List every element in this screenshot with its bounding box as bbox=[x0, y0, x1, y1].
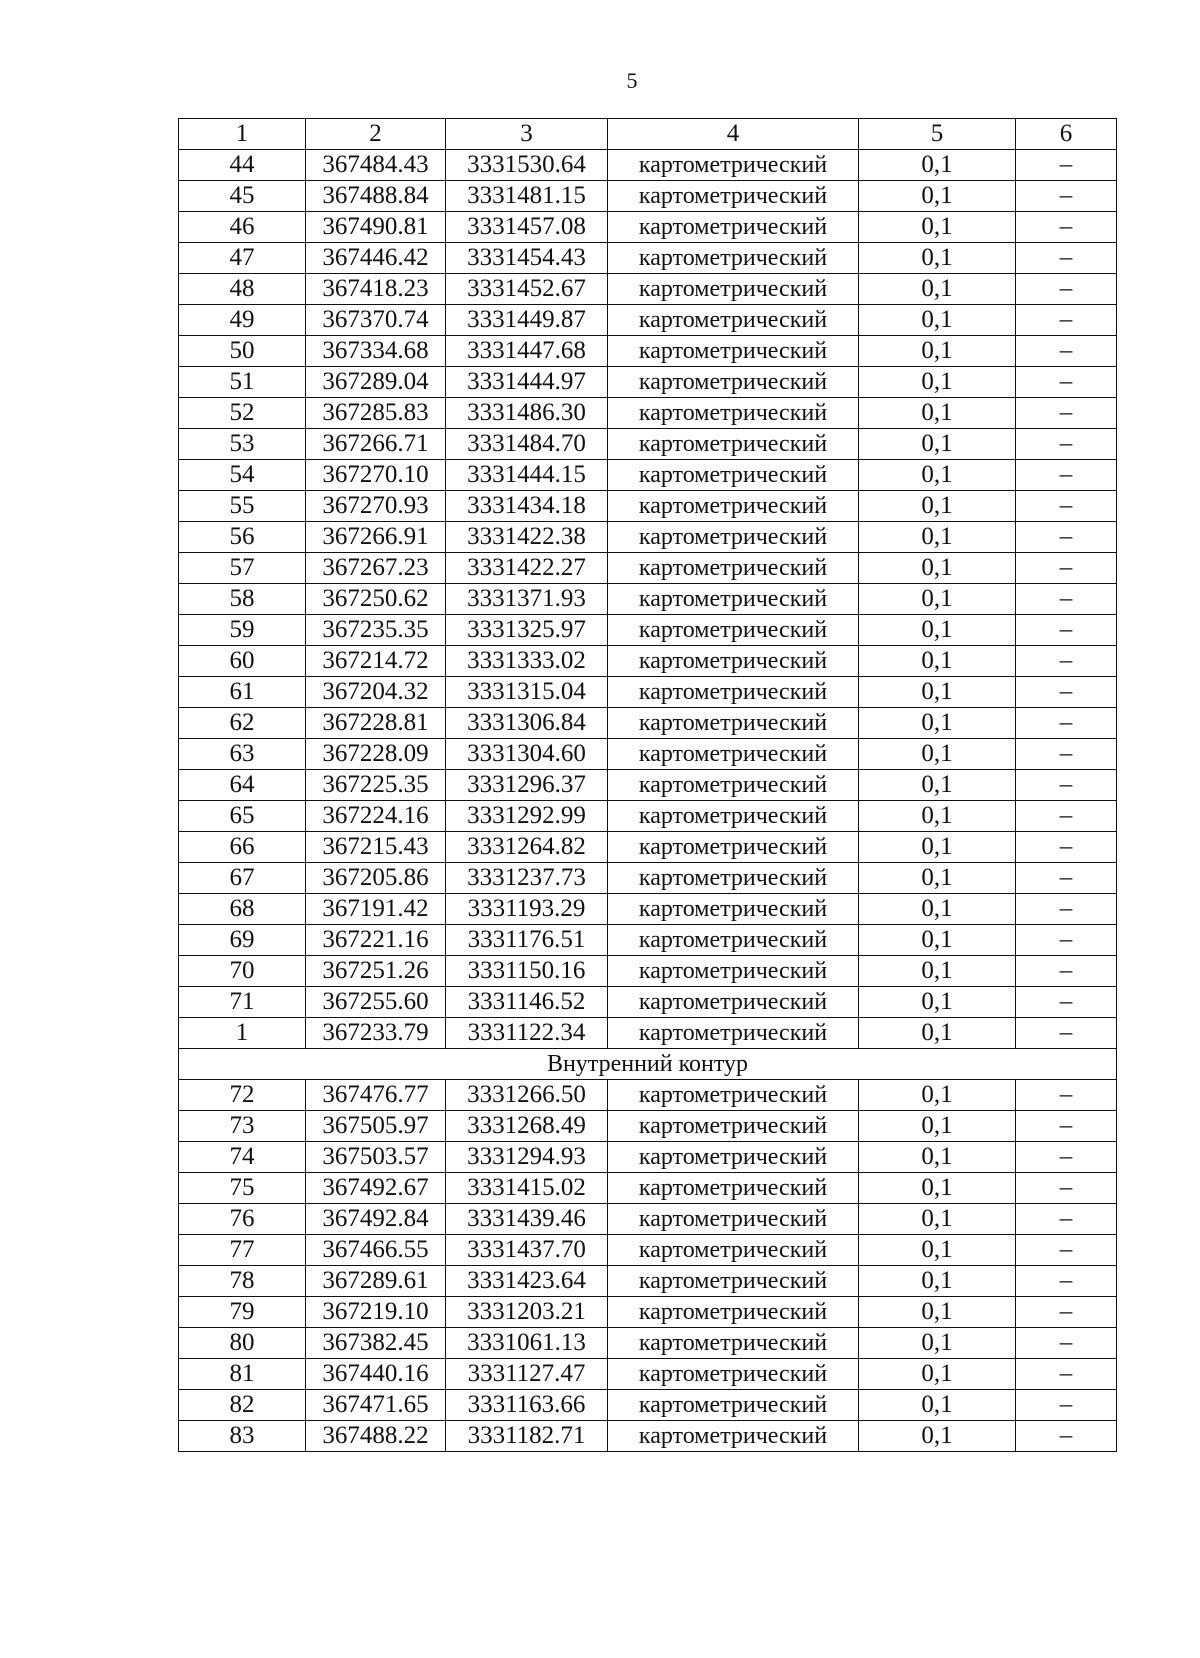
x-coordinate-cell: 367289.04 bbox=[306, 367, 446, 398]
accuracy-cell: 0,1 bbox=[859, 708, 1016, 739]
note-cell: – bbox=[1016, 1266, 1117, 1297]
method-cell: картометрический bbox=[608, 212, 859, 243]
accuracy-cell: 0,1 bbox=[859, 429, 1016, 460]
accuracy-cell: 0,1 bbox=[859, 1359, 1016, 1390]
method-cell: картометрический bbox=[608, 770, 859, 801]
point-number-cell: 59 bbox=[179, 615, 306, 646]
y-coordinate-cell: 3331444.97 bbox=[446, 367, 608, 398]
section-title: Внутренний контур bbox=[179, 1049, 1117, 1080]
y-coordinate-cell: 3331176.51 bbox=[446, 925, 608, 956]
method-cell: картометрический bbox=[608, 1297, 859, 1328]
method-cell: картометрический bbox=[608, 1142, 859, 1173]
point-number-cell: 71 bbox=[179, 987, 306, 1018]
accuracy-cell: 0,1 bbox=[859, 1390, 1016, 1421]
accuracy-cell: 0,1 bbox=[859, 832, 1016, 863]
x-coordinate-cell: 367370.74 bbox=[306, 305, 446, 336]
x-coordinate-cell: 367382.45 bbox=[306, 1328, 446, 1359]
header-cell: 3 bbox=[446, 119, 608, 150]
table-row bbox=[179, 1421, 1117, 1452]
note-cell: – bbox=[1016, 243, 1117, 274]
table-row bbox=[179, 460, 1117, 491]
accuracy-cell: 0,1 bbox=[859, 1266, 1016, 1297]
method-cell: картометрический bbox=[608, 708, 859, 739]
y-coordinate-cell: 3331481.15 bbox=[446, 181, 608, 212]
y-coordinate-cell: 3331146.52 bbox=[446, 987, 608, 1018]
point-number-cell: 1 bbox=[179, 1018, 306, 1049]
table-row bbox=[179, 770, 1117, 801]
x-coordinate-cell: 367266.71 bbox=[306, 429, 446, 460]
coordinates-table bbox=[178, 118, 1117, 1452]
point-number-cell: 74 bbox=[179, 1142, 306, 1173]
y-coordinate-cell: 3331163.66 bbox=[446, 1390, 608, 1421]
note-cell: – bbox=[1016, 398, 1117, 429]
note-cell: – bbox=[1016, 832, 1117, 863]
x-coordinate-cell: 367466.55 bbox=[306, 1235, 446, 1266]
note-cell: – bbox=[1016, 1173, 1117, 1204]
table-row bbox=[179, 1111, 1117, 1142]
point-number-cell: 63 bbox=[179, 739, 306, 770]
point-number-cell: 79 bbox=[179, 1297, 306, 1328]
table-row bbox=[179, 1018, 1117, 1049]
method-cell: картометрический bbox=[608, 1359, 859, 1390]
table-row bbox=[179, 522, 1117, 553]
note-cell: – bbox=[1016, 305, 1117, 336]
note-cell: – bbox=[1016, 1390, 1117, 1421]
table-row bbox=[179, 677, 1117, 708]
y-coordinate-cell: 3331150.16 bbox=[446, 956, 608, 987]
method-cell: картометрический bbox=[608, 1173, 859, 1204]
method-cell: картометрический bbox=[608, 1080, 859, 1111]
method-cell: картометрический bbox=[608, 832, 859, 863]
point-number-cell: 60 bbox=[179, 646, 306, 677]
header-cell: 5 bbox=[859, 119, 1016, 150]
note-cell: – bbox=[1016, 522, 1117, 553]
x-coordinate-cell: 367204.32 bbox=[306, 677, 446, 708]
table-row bbox=[179, 1173, 1117, 1204]
note-cell: – bbox=[1016, 181, 1117, 212]
y-coordinate-cell: 3331452.67 bbox=[446, 274, 608, 305]
accuracy-cell: 0,1 bbox=[859, 894, 1016, 925]
x-coordinate-cell: 367266.91 bbox=[306, 522, 446, 553]
table-row bbox=[179, 336, 1117, 367]
y-coordinate-cell: 3331304.60 bbox=[446, 739, 608, 770]
point-number-cell: 76 bbox=[179, 1204, 306, 1235]
accuracy-cell: 0,1 bbox=[859, 1111, 1016, 1142]
x-coordinate-cell: 367251.26 bbox=[306, 956, 446, 987]
method-cell: картометрический bbox=[608, 274, 859, 305]
accuracy-cell: 0,1 bbox=[859, 1204, 1016, 1235]
header-cell: 1 bbox=[179, 119, 306, 150]
note-cell: – bbox=[1016, 584, 1117, 615]
x-coordinate-cell: 367270.93 bbox=[306, 491, 446, 522]
y-coordinate-cell: 3331122.34 bbox=[446, 1018, 608, 1049]
y-coordinate-cell: 3331127.47 bbox=[446, 1359, 608, 1390]
y-coordinate-cell: 3331325.97 bbox=[446, 615, 608, 646]
point-number-cell: 51 bbox=[179, 367, 306, 398]
table-row bbox=[179, 1266, 1117, 1297]
y-coordinate-cell: 3331333.02 bbox=[446, 646, 608, 677]
section-row bbox=[179, 1049, 1117, 1080]
note-cell: – bbox=[1016, 801, 1117, 832]
point-number-cell: 53 bbox=[179, 429, 306, 460]
method-cell: картометрический bbox=[608, 646, 859, 677]
accuracy-cell: 0,1 bbox=[859, 150, 1016, 181]
note-cell: – bbox=[1016, 1328, 1117, 1359]
accuracy-cell: 0,1 bbox=[859, 1018, 1016, 1049]
note-cell: – bbox=[1016, 615, 1117, 646]
note-cell: – bbox=[1016, 1142, 1117, 1173]
note-cell: – bbox=[1016, 150, 1117, 181]
y-coordinate-cell: 3331371.93 bbox=[446, 584, 608, 615]
method-cell: картометрический bbox=[608, 522, 859, 553]
x-coordinate-cell: 367471.65 bbox=[306, 1390, 446, 1421]
accuracy-cell: 0,1 bbox=[859, 367, 1016, 398]
note-cell: – bbox=[1016, 553, 1117, 584]
note-cell: – bbox=[1016, 739, 1117, 770]
point-number-cell: 69 bbox=[179, 925, 306, 956]
y-coordinate-cell: 3331415.02 bbox=[446, 1173, 608, 1204]
accuracy-cell: 0,1 bbox=[859, 956, 1016, 987]
y-coordinate-cell: 3331437.70 bbox=[446, 1235, 608, 1266]
point-number-cell: 72 bbox=[179, 1080, 306, 1111]
method-cell: картометрический bbox=[608, 894, 859, 925]
method-cell: картометрический bbox=[608, 150, 859, 181]
point-number-cell: 56 bbox=[179, 522, 306, 553]
accuracy-cell: 0,1 bbox=[859, 801, 1016, 832]
method-cell: картометрический bbox=[608, 181, 859, 212]
x-coordinate-cell: 367334.68 bbox=[306, 336, 446, 367]
point-number-cell: 65 bbox=[179, 801, 306, 832]
x-coordinate-cell: 367505.97 bbox=[306, 1111, 446, 1142]
x-coordinate-cell: 367233.79 bbox=[306, 1018, 446, 1049]
header-cell: 6 bbox=[1016, 119, 1117, 150]
table-row bbox=[179, 429, 1117, 460]
y-coordinate-cell: 3331268.49 bbox=[446, 1111, 608, 1142]
table-body bbox=[179, 119, 1117, 1452]
table-row bbox=[179, 1204, 1117, 1235]
accuracy-cell: 0,1 bbox=[859, 987, 1016, 1018]
y-coordinate-cell: 3331422.27 bbox=[446, 553, 608, 584]
table-row bbox=[179, 305, 1117, 336]
point-number-cell: 44 bbox=[179, 150, 306, 181]
table-row bbox=[179, 367, 1117, 398]
header-cell: 4 bbox=[608, 119, 859, 150]
y-coordinate-cell: 3331203.21 bbox=[446, 1297, 608, 1328]
note-cell: – bbox=[1016, 460, 1117, 491]
table-row bbox=[179, 1235, 1117, 1266]
method-cell: картометрический bbox=[608, 336, 859, 367]
method-cell: картометрический bbox=[608, 1018, 859, 1049]
method-cell: картометрический bbox=[608, 491, 859, 522]
accuracy-cell: 0,1 bbox=[859, 739, 1016, 770]
x-coordinate-cell: 367228.81 bbox=[306, 708, 446, 739]
x-coordinate-cell: 367215.43 bbox=[306, 832, 446, 863]
accuracy-cell: 0,1 bbox=[859, 1421, 1016, 1452]
method-cell: картометрический bbox=[608, 1421, 859, 1452]
y-coordinate-cell: 3331423.64 bbox=[446, 1266, 608, 1297]
point-number-cell: 64 bbox=[179, 770, 306, 801]
page-number: 5 bbox=[626, 68, 638, 93]
y-coordinate-cell: 3331439.46 bbox=[446, 1204, 608, 1235]
method-cell: картометрический bbox=[608, 677, 859, 708]
x-coordinate-cell: 367492.67 bbox=[306, 1173, 446, 1204]
note-cell: – bbox=[1016, 1421, 1117, 1452]
x-coordinate-cell: 367255.60 bbox=[306, 987, 446, 1018]
table-row bbox=[179, 863, 1117, 894]
point-number-cell: 49 bbox=[179, 305, 306, 336]
accuracy-cell: 0,1 bbox=[859, 1328, 1016, 1359]
method-cell: картометрический bbox=[608, 615, 859, 646]
table-row bbox=[179, 1080, 1117, 1111]
point-number-cell: 50 bbox=[179, 336, 306, 367]
x-coordinate-cell: 367267.23 bbox=[306, 553, 446, 584]
y-coordinate-cell: 3331266.50 bbox=[446, 1080, 608, 1111]
point-number-cell: 55 bbox=[179, 491, 306, 522]
accuracy-cell: 0,1 bbox=[859, 615, 1016, 646]
y-coordinate-cell: 3331182.71 bbox=[446, 1421, 608, 1452]
accuracy-cell: 0,1 bbox=[859, 336, 1016, 367]
y-coordinate-cell: 3331530.64 bbox=[446, 150, 608, 181]
y-coordinate-cell: 3331449.87 bbox=[446, 305, 608, 336]
method-cell: картометрический bbox=[608, 584, 859, 615]
y-coordinate-cell: 3331484.70 bbox=[446, 429, 608, 460]
table-row bbox=[179, 956, 1117, 987]
note-cell: – bbox=[1016, 336, 1117, 367]
accuracy-cell: 0,1 bbox=[859, 212, 1016, 243]
accuracy-cell: 0,1 bbox=[859, 398, 1016, 429]
y-coordinate-cell: 3331457.08 bbox=[446, 212, 608, 243]
accuracy-cell: 0,1 bbox=[859, 1297, 1016, 1328]
note-cell: – bbox=[1016, 212, 1117, 243]
note-cell: – bbox=[1016, 274, 1117, 305]
method-cell: картометрический bbox=[608, 460, 859, 491]
y-coordinate-cell: 3331237.73 bbox=[446, 863, 608, 894]
table-row bbox=[179, 584, 1117, 615]
point-number-cell: 73 bbox=[179, 1111, 306, 1142]
accuracy-cell: 0,1 bbox=[859, 677, 1016, 708]
accuracy-cell: 0,1 bbox=[859, 522, 1016, 553]
method-cell: картометрический bbox=[608, 1235, 859, 1266]
method-cell: картометрический bbox=[608, 863, 859, 894]
y-coordinate-cell: 3331061.13 bbox=[446, 1328, 608, 1359]
note-cell: – bbox=[1016, 491, 1117, 522]
accuracy-cell: 0,1 bbox=[859, 1142, 1016, 1173]
accuracy-cell: 0,1 bbox=[859, 925, 1016, 956]
point-number-cell: 61 bbox=[179, 677, 306, 708]
accuracy-cell: 0,1 bbox=[859, 305, 1016, 336]
table-row bbox=[179, 987, 1117, 1018]
note-cell: – bbox=[1016, 1297, 1117, 1328]
accuracy-cell: 0,1 bbox=[859, 584, 1016, 615]
note-cell: – bbox=[1016, 1235, 1117, 1266]
y-coordinate-cell: 3331296.37 bbox=[446, 770, 608, 801]
point-number-cell: 54 bbox=[179, 460, 306, 491]
table-row bbox=[179, 1390, 1117, 1421]
table-row bbox=[179, 646, 1117, 677]
x-coordinate-cell: 367503.57 bbox=[306, 1142, 446, 1173]
note-cell: – bbox=[1016, 646, 1117, 677]
point-number-cell: 70 bbox=[179, 956, 306, 987]
method-cell: картометрический bbox=[608, 243, 859, 274]
note-cell: – bbox=[1016, 429, 1117, 460]
x-coordinate-cell: 367440.16 bbox=[306, 1359, 446, 1390]
y-coordinate-cell: 3331264.82 bbox=[446, 832, 608, 863]
table-row bbox=[179, 1142, 1117, 1173]
x-coordinate-cell: 367225.35 bbox=[306, 770, 446, 801]
accuracy-cell: 0,1 bbox=[859, 1173, 1016, 1204]
note-cell: – bbox=[1016, 708, 1117, 739]
note-cell: – bbox=[1016, 863, 1117, 894]
table-row bbox=[179, 801, 1117, 832]
method-cell: картометрический bbox=[608, 429, 859, 460]
method-cell: картометрический bbox=[608, 305, 859, 336]
x-coordinate-cell: 367484.43 bbox=[306, 150, 446, 181]
table-row bbox=[179, 243, 1117, 274]
point-number-cell: 75 bbox=[179, 1173, 306, 1204]
table-row bbox=[179, 708, 1117, 739]
point-number-cell: 81 bbox=[179, 1359, 306, 1390]
header-row bbox=[179, 119, 1117, 150]
x-coordinate-cell: 367219.10 bbox=[306, 1297, 446, 1328]
x-coordinate-cell: 367418.23 bbox=[306, 274, 446, 305]
accuracy-cell: 0,1 bbox=[859, 460, 1016, 491]
x-coordinate-cell: 367214.72 bbox=[306, 646, 446, 677]
y-coordinate-cell: 3331193.29 bbox=[446, 894, 608, 925]
x-coordinate-cell: 367488.84 bbox=[306, 181, 446, 212]
x-coordinate-cell: 367228.09 bbox=[306, 739, 446, 770]
accuracy-cell: 0,1 bbox=[859, 181, 1016, 212]
point-number-cell: 77 bbox=[179, 1235, 306, 1266]
point-number-cell: 58 bbox=[179, 584, 306, 615]
point-number-cell: 80 bbox=[179, 1328, 306, 1359]
x-coordinate-cell: 367476.77 bbox=[306, 1080, 446, 1111]
method-cell: картометрический bbox=[608, 367, 859, 398]
note-cell: – bbox=[1016, 1204, 1117, 1235]
accuracy-cell: 0,1 bbox=[859, 646, 1016, 677]
x-coordinate-cell: 367492.84 bbox=[306, 1204, 446, 1235]
y-coordinate-cell: 3331422.38 bbox=[446, 522, 608, 553]
point-number-cell: 83 bbox=[179, 1421, 306, 1452]
table-row bbox=[179, 181, 1117, 212]
method-cell: картометрический bbox=[608, 1266, 859, 1297]
note-cell: – bbox=[1016, 894, 1117, 925]
point-number-cell: 82 bbox=[179, 1390, 306, 1421]
y-coordinate-cell: 3331315.04 bbox=[446, 677, 608, 708]
note-cell: – bbox=[1016, 677, 1117, 708]
note-cell: – bbox=[1016, 925, 1117, 956]
point-number-cell: 67 bbox=[179, 863, 306, 894]
x-coordinate-cell: 367289.61 bbox=[306, 1266, 446, 1297]
x-coordinate-cell: 367235.35 bbox=[306, 615, 446, 646]
y-coordinate-cell: 3331454.43 bbox=[446, 243, 608, 274]
method-cell: картометрический bbox=[608, 925, 859, 956]
point-number-cell: 46 bbox=[179, 212, 306, 243]
table-row bbox=[179, 894, 1117, 925]
table-row bbox=[179, 832, 1117, 863]
x-coordinate-cell: 367221.16 bbox=[306, 925, 446, 956]
table-row bbox=[179, 925, 1117, 956]
y-coordinate-cell: 3331434.18 bbox=[446, 491, 608, 522]
accuracy-cell: 0,1 bbox=[859, 243, 1016, 274]
x-coordinate-cell: 367488.22 bbox=[306, 1421, 446, 1452]
x-coordinate-cell: 367224.16 bbox=[306, 801, 446, 832]
table-row bbox=[179, 739, 1117, 770]
note-cell: – bbox=[1016, 367, 1117, 398]
point-number-cell: 45 bbox=[179, 181, 306, 212]
x-coordinate-cell: 367446.42 bbox=[306, 243, 446, 274]
method-cell: картометрический bbox=[608, 1390, 859, 1421]
x-coordinate-cell: 367285.83 bbox=[306, 398, 446, 429]
point-number-cell: 62 bbox=[179, 708, 306, 739]
note-cell: – bbox=[1016, 1080, 1117, 1111]
y-coordinate-cell: 3331486.30 bbox=[446, 398, 608, 429]
y-coordinate-cell: 3331444.15 bbox=[446, 460, 608, 491]
table-row bbox=[179, 615, 1117, 646]
point-number-cell: 47 bbox=[179, 243, 306, 274]
table-row bbox=[179, 1297, 1117, 1328]
accuracy-cell: 0,1 bbox=[859, 491, 1016, 522]
note-cell: – bbox=[1016, 956, 1117, 987]
note-cell: – bbox=[1016, 987, 1117, 1018]
point-number-cell: 68 bbox=[179, 894, 306, 925]
accuracy-cell: 0,1 bbox=[859, 770, 1016, 801]
x-coordinate-cell: 367191.42 bbox=[306, 894, 446, 925]
method-cell: картометрический bbox=[608, 801, 859, 832]
y-coordinate-cell: 3331292.99 bbox=[446, 801, 608, 832]
note-cell: – bbox=[1016, 770, 1117, 801]
note-cell: – bbox=[1016, 1111, 1117, 1142]
point-number-cell: 66 bbox=[179, 832, 306, 863]
accuracy-cell: 0,1 bbox=[859, 274, 1016, 305]
table-row bbox=[179, 212, 1117, 243]
accuracy-cell: 0,1 bbox=[859, 1080, 1016, 1111]
note-cell: – bbox=[1016, 1359, 1117, 1390]
method-cell: картометрический bbox=[608, 1328, 859, 1359]
point-number-cell: 78 bbox=[179, 1266, 306, 1297]
accuracy-cell: 0,1 bbox=[859, 1235, 1016, 1266]
table-row bbox=[179, 274, 1117, 305]
table-row bbox=[179, 150, 1117, 181]
method-cell: картометрический bbox=[608, 553, 859, 584]
method-cell: картометрический bbox=[608, 1204, 859, 1235]
method-cell: картометрический bbox=[608, 1111, 859, 1142]
note-cell: – bbox=[1016, 1018, 1117, 1049]
table-row bbox=[179, 553, 1117, 584]
y-coordinate-cell: 3331447.68 bbox=[446, 336, 608, 367]
point-number-cell: 57 bbox=[179, 553, 306, 584]
table-row bbox=[179, 491, 1117, 522]
accuracy-cell: 0,1 bbox=[859, 863, 1016, 894]
x-coordinate-cell: 367270.10 bbox=[306, 460, 446, 491]
table-row bbox=[179, 1359, 1117, 1390]
method-cell: картометрический bbox=[608, 739, 859, 770]
y-coordinate-cell: 3331306.84 bbox=[446, 708, 608, 739]
table-row bbox=[179, 398, 1117, 429]
y-coordinate-cell: 3331294.93 bbox=[446, 1142, 608, 1173]
point-number-cell: 52 bbox=[179, 398, 306, 429]
accuracy-cell: 0,1 bbox=[859, 553, 1016, 584]
method-cell: картометрический bbox=[608, 987, 859, 1018]
point-number-cell: 48 bbox=[179, 274, 306, 305]
method-cell: картометрический bbox=[608, 956, 859, 987]
x-coordinate-cell: 367250.62 bbox=[306, 584, 446, 615]
header-cell: 2 bbox=[306, 119, 446, 150]
method-cell: картометрический bbox=[608, 398, 859, 429]
x-coordinate-cell: 367205.86 bbox=[306, 863, 446, 894]
x-coordinate-cell: 367490.81 bbox=[306, 212, 446, 243]
table-row bbox=[179, 1328, 1117, 1359]
